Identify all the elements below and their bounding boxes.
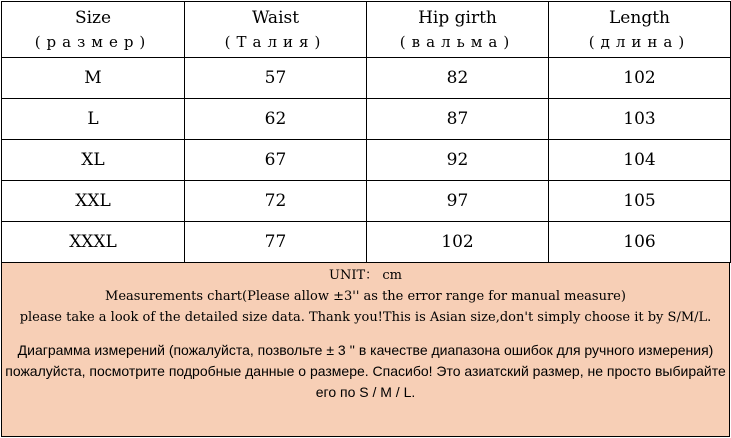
table-row <box>2 58 731 99</box>
size-table <box>1 1 731 263</box>
cell-waist: 57 <box>185 58 367 99</box>
ru-allow-note: Диаграмма измерений (пожалуйста, позвольте ± 3 '' в качестве диапазона ошибок для ручного измерения) <box>17 342 714 358</box>
notes-panel <box>1 262 730 437</box>
cell-waist: 77 <box>185 222 367 263</box>
look-note: please take a look of the detailed size data. Thank you!This is Asian size,don't simply choose it by S/M/L. <box>19 310 712 325</box>
header-length-label: Length <box>609 7 670 28</box>
allow-note: Measurements chart(Please allow ±3'' as the error range for manual measure) <box>105 289 626 304</box>
header-size <box>2 2 185 58</box>
ru-look-note: пожалуйста, посмотрите подробные данные о размере. Спасибо! Это азиатский размер, не просто выбирайте его по S / M / L. <box>5 363 726 400</box>
cell-length: 103 <box>549 99 731 140</box>
cell-length: 104 <box>549 140 731 181</box>
header-waist-label: Waist <box>251 7 300 28</box>
cell-waist: 67 <box>185 140 367 181</box>
cell-hip: 92 <box>367 140 549 181</box>
header-waist-sub: (Талия) <box>224 32 327 51</box>
header-size-sub: (размер) <box>34 32 152 51</box>
notes-spacer <box>2 328 729 340</box>
table-row <box>2 99 731 140</box>
cell-waist: 72 <box>185 181 367 222</box>
header-hip-label: Hip girth <box>418 7 497 28</box>
cell-size: XXL <box>2 181 185 222</box>
cell-size: XXXL <box>2 222 185 263</box>
cell-length: 105 <box>549 181 731 222</box>
table-row <box>2 222 731 263</box>
cell-size: L <box>2 99 185 140</box>
header-size-label: Size <box>74 7 112 28</box>
table-row <box>2 181 731 222</box>
header-length-sub: (длина) <box>588 32 691 51</box>
cell-size: XL <box>2 140 185 181</box>
cell-hip: 87 <box>367 99 549 140</box>
cell-size: M <box>2 58 185 99</box>
table-row <box>2 140 731 181</box>
table-header-row <box>2 2 731 58</box>
cell-hip: 82 <box>367 58 549 99</box>
cell-hip: 102 <box>367 222 549 263</box>
header-hip-sub: (вальма) <box>399 32 516 51</box>
header-hip <box>367 2 549 58</box>
cell-length: 102 <box>549 58 731 99</box>
cell-length: 106 <box>549 222 731 263</box>
cell-waist: 62 <box>185 99 367 140</box>
header-length <box>549 2 731 58</box>
unit-note: UNIT： cm <box>329 268 402 283</box>
header-waist <box>185 2 367 58</box>
cell-hip: 97 <box>367 181 549 222</box>
